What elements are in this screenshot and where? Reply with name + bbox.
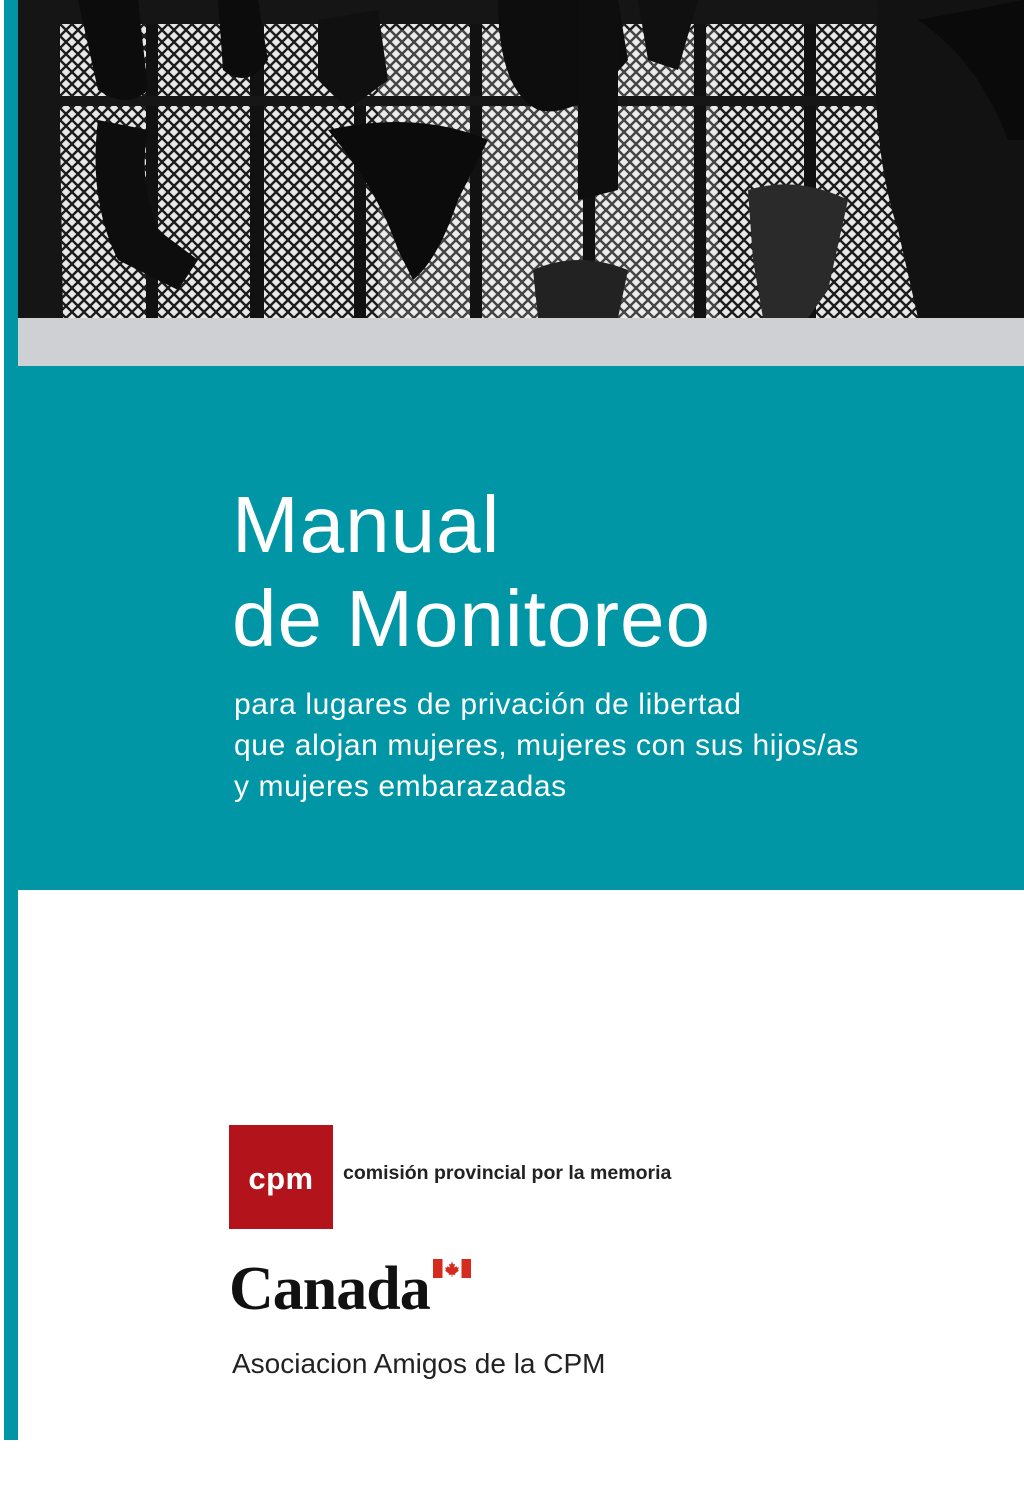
canada-wordmark	[229, 1255, 473, 1323]
cpm-logo-text: cpm	[248, 1161, 314, 1196]
subtitle	[234, 684, 859, 807]
canada-flag-icon	[433, 1259, 471, 1278]
title-line-2: de Monitoreo	[232, 574, 711, 663]
association-name: Asociacion Amigos de la CPM	[232, 1348, 606, 1379]
subtitle-line-3: y mujeres embarazadas	[234, 770, 567, 803]
page-title	[232, 478, 711, 666]
cpm-organization-name: comisión provincial por la memoria	[343, 1162, 672, 1184]
subtitle-line-2: que alojan mujeres, mujeres con sus hijos/as	[234, 729, 860, 762]
canada-wordmark-text: Canada	[229, 1255, 430, 1323]
cpm-logo	[229, 1125, 333, 1229]
subtitle-line-1: para lugares de privación de libertad	[234, 688, 742, 721]
gray-divider-band	[18, 318, 1024, 366]
title-line-1: Manual	[232, 480, 501, 569]
prison-grate-photo	[18, 0, 1024, 318]
